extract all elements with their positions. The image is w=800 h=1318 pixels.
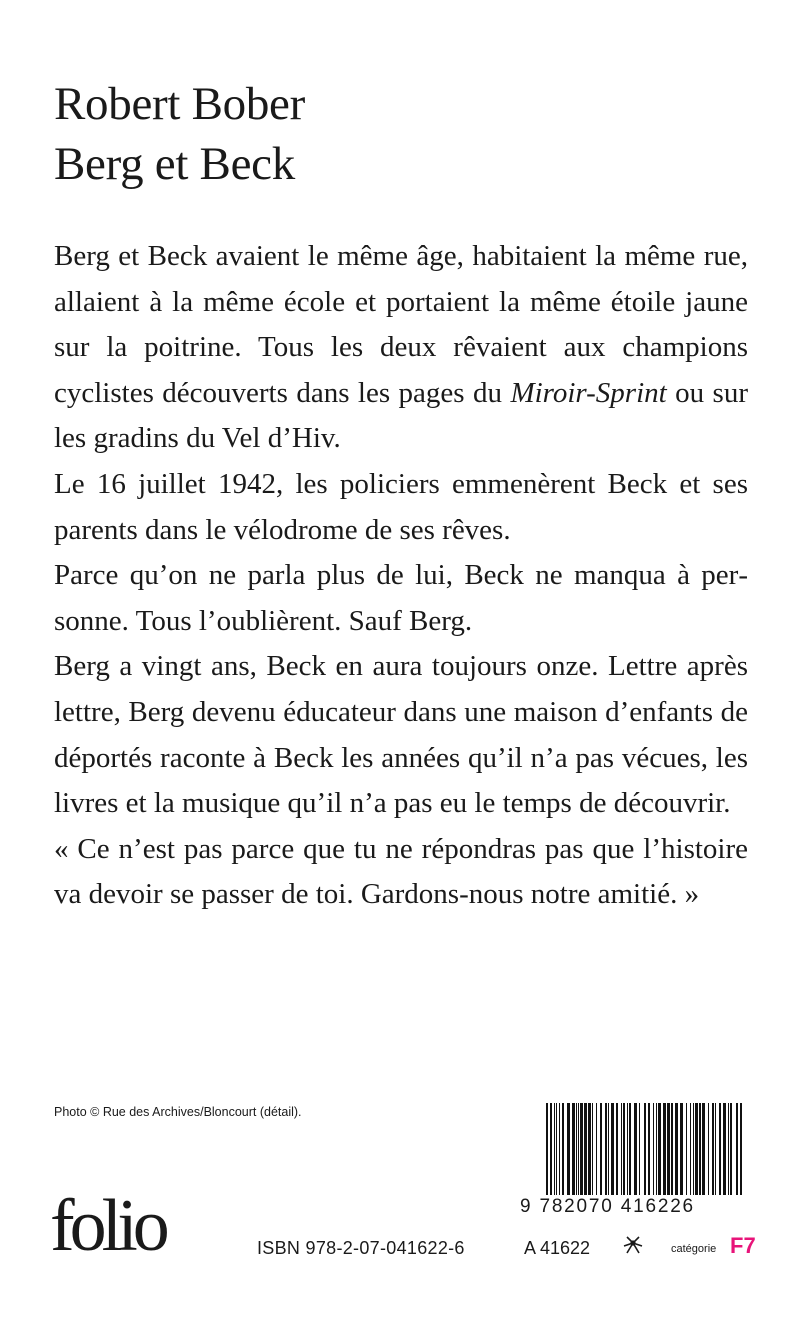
blurb-paragraph-4: Berg a vingt ans, Beck en aura toujours onze. Lettre après lettre, Berg devenu éducateur dans une maison d’enfants de déportés raconte à Beck les années qu’il n’a pas vécues, les livres et la musique qu’il n’a pas eu le temps de découvrir.: [54, 650, 748, 820]
blurb-p1-text-end: ou sur les gradins du Vel d’Hiv.: [54, 376, 749, 455]
categorie-label: catégorie: [671, 1243, 717, 1255]
isbn-number: ISBN 978-2-07-041622-6: [257, 1238, 465, 1258]
photo-credit: Photo © Rue des Archives/Bloncourt (détail).: [54, 1105, 302, 1119]
blurb-paragraph-3: Parce qu’on ne parla plus de lui, Beck ne manqua à personne. Tous l’oublièrent. Sauf Berg.: [54, 559, 748, 637]
gallimard-mark-icon: [620, 1232, 646, 1258]
folio-logo: folio: [50, 1185, 165, 1267]
magazine-title: Miroir-Sprint: [510, 376, 667, 409]
blurb-p1-text-start: Berg et Beck avaient le même âge, habitaient la même rue, allaient à la même école et portaient la même étoile jaune sur la poitrine. Tous les deux rêvaient aux champions cyclistes découverts dans les pages du: [54, 240, 748, 409]
back-cover-blurb: [54, 234, 748, 918]
barcode: [520, 1103, 750, 1223]
blurb-quote: « Ce n’est pas parce que tu ne répondras pas que l’histoire va devoir se passer de toi. Gardons-nous notre amitié. »: [54, 832, 748, 911]
blurb-paragraph-1: [54, 234, 748, 462]
book-title: Berg et Beck: [54, 138, 295, 190]
author-name: Robert Bober: [54, 78, 305, 130]
barcode-digits: 9 782070 416226: [520, 1195, 750, 1219]
blurb-paragraph-2: Le 16 juillet 1942, les policiers emmenèrent Beck et ses parents dans le vélodrome de ses rêves.: [54, 467, 748, 546]
series-code: A 41622: [524, 1238, 591, 1258]
category-code: F7: [730, 1233, 756, 1258]
